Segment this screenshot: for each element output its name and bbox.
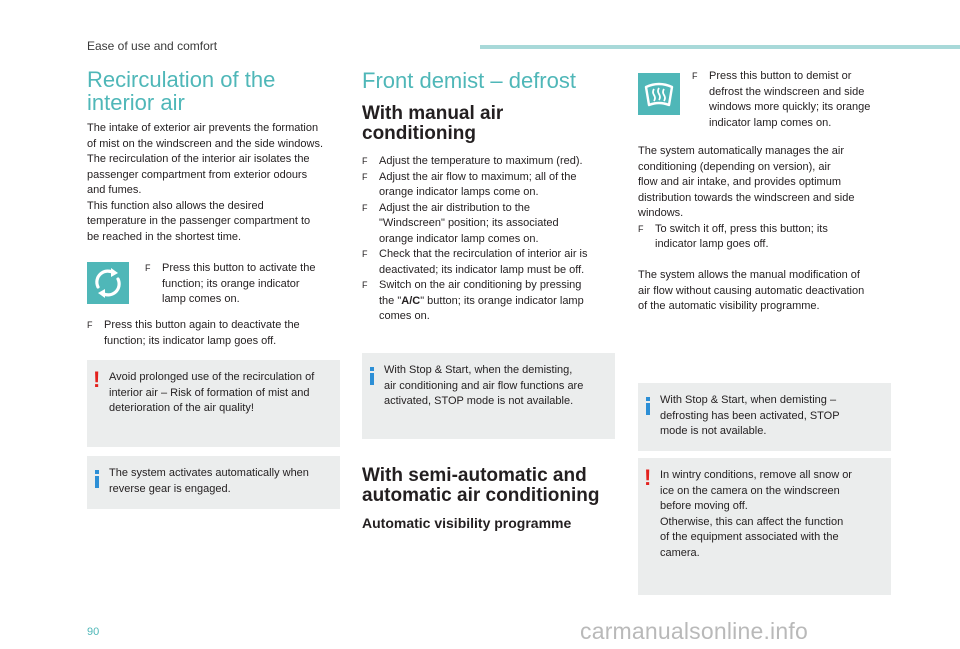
winter-warning-text: In wintry conditions, remove all snow or ice on the camera on the windscreen before moving off. Otherwise, this can affect the function of the equipment associated with the camera. [660, 469, 852, 559]
demist-title: Front demist – defrost [362, 68, 576, 93]
top-rule [480, 45, 960, 49]
recirc-info-text: The system activates automatically when reverse gear is engaged. [109, 467, 309, 495]
right-stopstart-box [638, 383, 891, 451]
manual-ac-heading: With manual air conditioning [362, 103, 504, 144]
step-air-flow: F Adjust the air flow to maximum; all of the orange indicator lamps come on. [362, 170, 577, 198]
page-number: 90 [87, 626, 100, 638]
system-manages-text: The system automatically manages the air conditioning (depending on version), air flow and air intake, and provides optimum distribution towards the windscreen and side windows. F To switch it off, press this button; its indicator lamp goes off. [638, 144, 898, 253]
demist-button-step: F Press this button to demist or defrost the windscreen and side windows more quickly; its orange indicator lamp comes on. [692, 70, 871, 129]
warning-icon: ! [644, 465, 652, 490]
info-icon [95, 470, 99, 488]
info-icon [646, 397, 650, 415]
section-label: Ease of use and comfort [87, 39, 218, 53]
demist-stopstart-text: With Stop & Start, when the demisting, air conditioning and air flow functions are activated, STOP mode is not available. [384, 364, 584, 407]
auto-ac-heading: With semi-automatic and automatic air conditioning [362, 465, 600, 506]
step-air-distribution: F Adjust the air distribution to the "Windscreen" position; its associated orange indicator lamp comes on. [362, 201, 559, 245]
warning-icon: ! [93, 367, 101, 392]
demist-stopstart-box [362, 353, 615, 439]
recirc-title: Recirculation of the interior air [87, 67, 276, 115]
step-air-conditioning: F Switch on the air conditioning by pressing the "A/C" button; its orange indicator lamp comes on. [362, 279, 584, 322]
recirc-warning-box [87, 360, 340, 447]
manual-modification-text: The system allows the manual modification of air flow without causing automatic deactivation of the automatic visibility programme. [638, 269, 865, 312]
recirc-warning-text: Avoid prolonged use of the recirculation of interior air – Risk of formation of mist and deterioration of the air quality! [109, 371, 315, 414]
switch-off-step: F To switch it off, press this button; its indicator lamp goes off. [638, 222, 828, 250]
ac-button-label: A/C [401, 294, 421, 307]
manual-ac-steps [362, 154, 612, 325]
recirc-info-box [87, 456, 340, 509]
recirculation-icon [87, 262, 129, 304]
visibility-programme-heading: Automatic visibility programme [362, 515, 572, 531]
winter-warning-box [638, 458, 891, 595]
step-recirculation-check: F Check that the recirculation of interior air is deactivated; its indicator lamp must be off. [362, 248, 588, 276]
step-temperature: F Adjust the temperature to maximum (red). [362, 155, 583, 167]
recirc-activate-step: F Press this button to activate the function; its orange indicator lamp comes on. [145, 262, 316, 305]
recirc-intro: The intake of exterior air prevents the formation of mist on the windscreen and the side windows. The recirculation of the interior air isolates the passenger compartment from exterior odours and fumes. This function also allows the desired temperature in the passenger compartment to be reached in the shortest time. [87, 122, 324, 243]
watermark: carmanualsonline.info [580, 618, 808, 644]
windscreen-demist-icon [638, 73, 680, 115]
right-stopstart-text: With Stop & Start, when demisting – defrosting has been activated, STOP mode is not available. [660, 394, 840, 437]
recirc-deactivate-step: F Press this button again to deactivate the function; its indicator lamp goes off. [87, 319, 300, 347]
info-icon [370, 367, 374, 385]
